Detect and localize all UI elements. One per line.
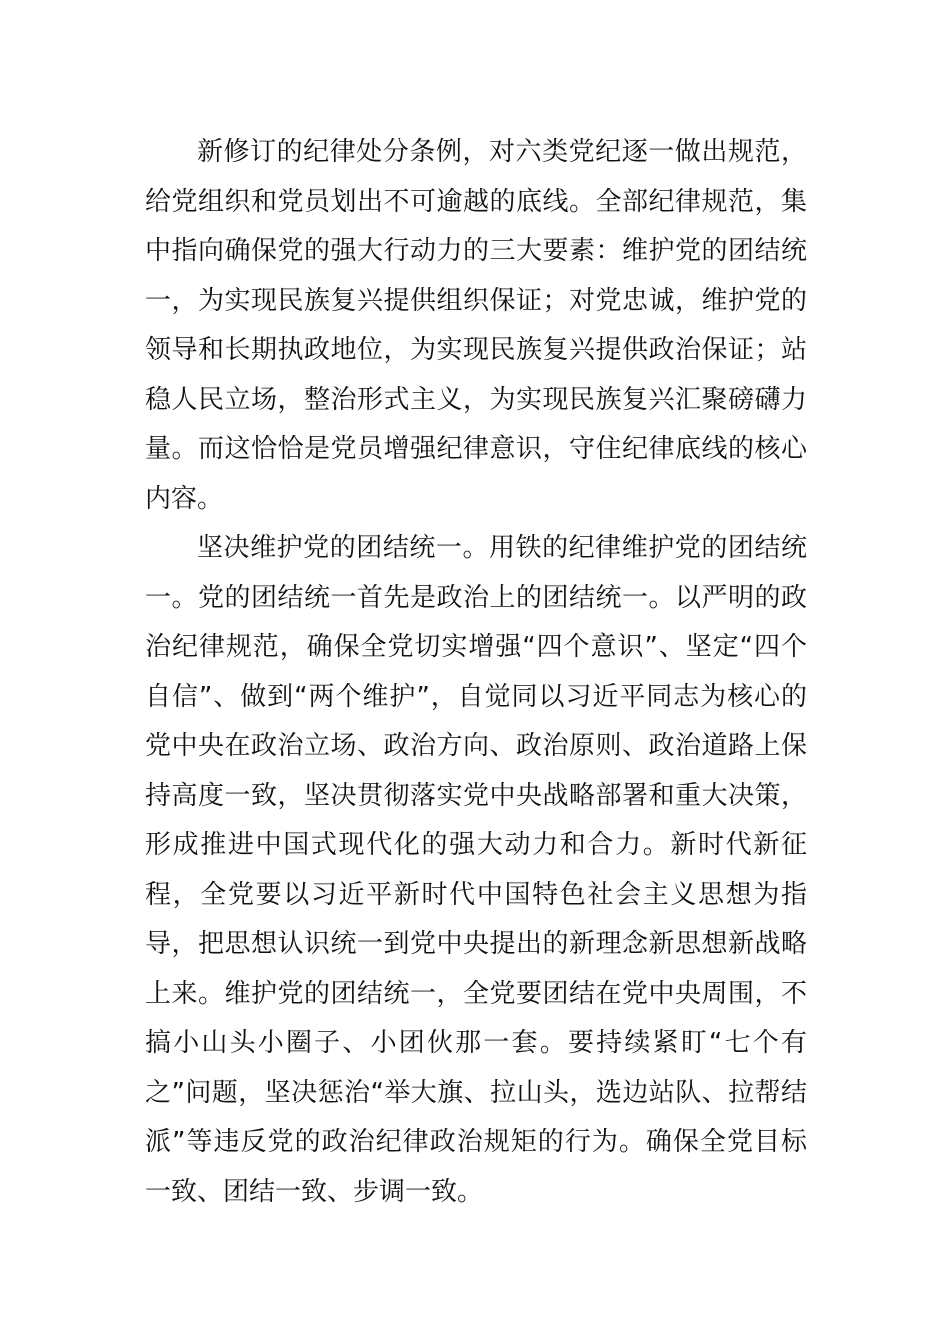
paragraph-1: 新修订的纪律处分条例，对六类党纪逐一做出规范，给党组织和党员划出不可逾越的底线。全部纪律规范，集中指向确保党的强大行动力的三大要素：维护党的团结统一，为实现民族复兴提供组织保证；对党忠诚，维护党的领导和长期执政地位，为实现民族复兴提供政治保证；站稳人民立场，整治形式主义，为实现民族复兴汇聚磅礴力量。而这恰恰是党员增强纪律意识，守住纪律底线的核心内容。 xyxy=(145,137,807,514)
document-body xyxy=(145,128,807,1217)
paragraph-2: 坚决维护党的团结统一。用铁的纪律维护党的团结统一。党的团结统一首先是政治上的团结统一。以严明的政治纪律规范，确保全党切实增强“四个意识”、坚定“四个自信”、做到“两个维护”，自觉同以习近平同志为核心的党中央在政治立场、政治方向、政治原则、政治道路上保持高度一致，坚决贯彻落实党中央战略部署和重大决策，形成推进中国式现代化的强大动力和合力。新时代新征程，全党要以习近平新时代中国特色社会主义思想为指导，把思想认识统一到党中央提出的新理念新思想新战略上来。维护党的团结统一，全党要团结在党中央周围，不搞小山头小圈子、小团伙那一套。要持续紧盯“七个有之”问题，坚决惩治“举大旗、拉山头，选边站队、拉帮结派”等违反党的政治纪律政治规矩的行为。确保全党目标一致、团结一致、步调一致。 xyxy=(145,533,807,1207)
